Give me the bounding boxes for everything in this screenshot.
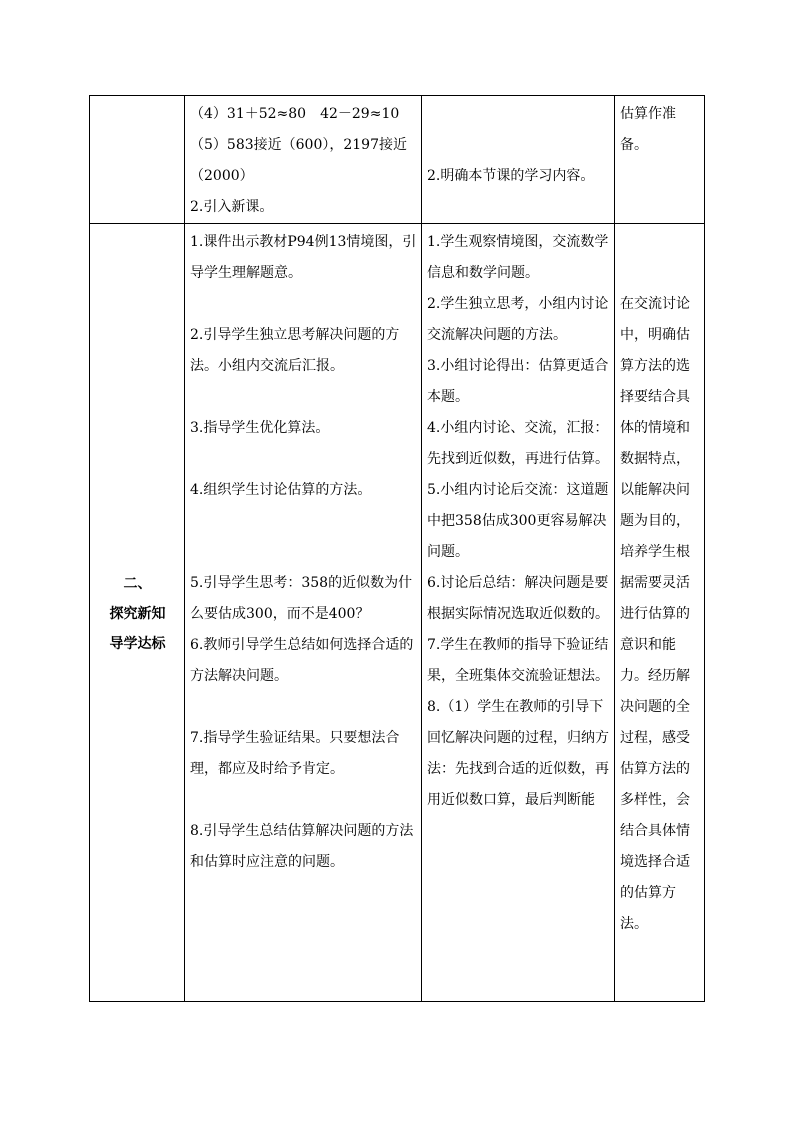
goal-text: 在交流讨论中，明确估算方法的选择要结合具体的情境和数据特点，以能解决问题为目的，培养学生根据需要灵活进行估算的意识和能力。经历解决问题的全过程，感受估算方法的多样性，会结合具体情境选择合适的估算方法。 <box>620 295 690 932</box>
section-number: 二、 <box>123 576 152 592</box>
student-activity-cell <box>422 96 615 224</box>
teacher-step: 4.组织学生讨论估算的方法。 <box>190 482 372 498</box>
teacher-line: （5）583接近（600），2197接近（2000） <box>190 137 407 184</box>
student-step: 5.小组内讨论后交流：这道题中把358估成300更容易解决问题。 <box>427 482 609 560</box>
section-cell <box>90 224 185 1002</box>
student-step: 6.讨论后总结：解决问题是要根据实际情况选取近似数的。 <box>427 575 609 622</box>
goal-text: 估算作准备。 <box>620 106 676 153</box>
student-step: 4.小组内讨论、交流，汇报：先找到近似数，再进行估算。 <box>427 420 609 467</box>
table-row <box>90 224 705 1002</box>
teacher-step: 3.指导学生优化算法。 <box>190 420 330 436</box>
teacher-step: 7.指导学生验证结果。只要想法合理，都应及时给予肯定。 <box>190 730 400 777</box>
student-step: 8.（1）学生在教师的引导下回忆解决问题的过程，归纳方法：先找到合适的近似数，再用近似数口算，最后判断能 <box>427 699 609 808</box>
goal-cell <box>615 96 705 224</box>
student-step: 2.学生独立思考，小组内讨论交流解决问题的方法。 <box>427 296 609 343</box>
student-line: 2.明确本节课的学习内容。 <box>427 168 595 184</box>
teacher-step: 2.引导学生独立思考解决问题的方法。小组内交流后汇报。 <box>190 327 400 374</box>
teacher-step: 8.引导学生总结估算解决问题的方法和估算时应注意的问题。 <box>190 823 414 870</box>
teacher-step: 6.教师引导学生总结如何选择合适的方法解决问题。 <box>190 637 414 684</box>
teacher-step: 5.引导学生思考：358的近似数为什么要估成300，而不是400？ <box>190 575 413 622</box>
teacher-activity-cell <box>185 96 422 224</box>
goal-cell <box>615 224 705 1002</box>
table-row <box>90 96 705 224</box>
teacher-line: （4）31＋52≈80 42－29≈10 <box>190 106 400 122</box>
section-title: 探究新知 <box>109 606 166 622</box>
student-activity-cell <box>422 224 615 1002</box>
section-cell <box>90 96 185 224</box>
student-step: 7.学生在教师的指导下验证结果，全班集体交流验证想法。 <box>427 637 609 684</box>
teacher-step: 1.课件出示教材P94例13情境图，引导学生理解题意。 <box>190 234 417 281</box>
lesson-plan-table <box>89 95 705 1002</box>
student-step: 3.小组讨论得出：估算更适合本题。 <box>427 358 609 405</box>
teacher-line: 2.引入新课。 <box>190 199 274 215</box>
student-step: 1.学生观察情境图，交流数学信息和数学问题。 <box>427 234 609 281</box>
section-title: 导学达标 <box>109 636 166 652</box>
teacher-activity-cell <box>185 224 422 1002</box>
